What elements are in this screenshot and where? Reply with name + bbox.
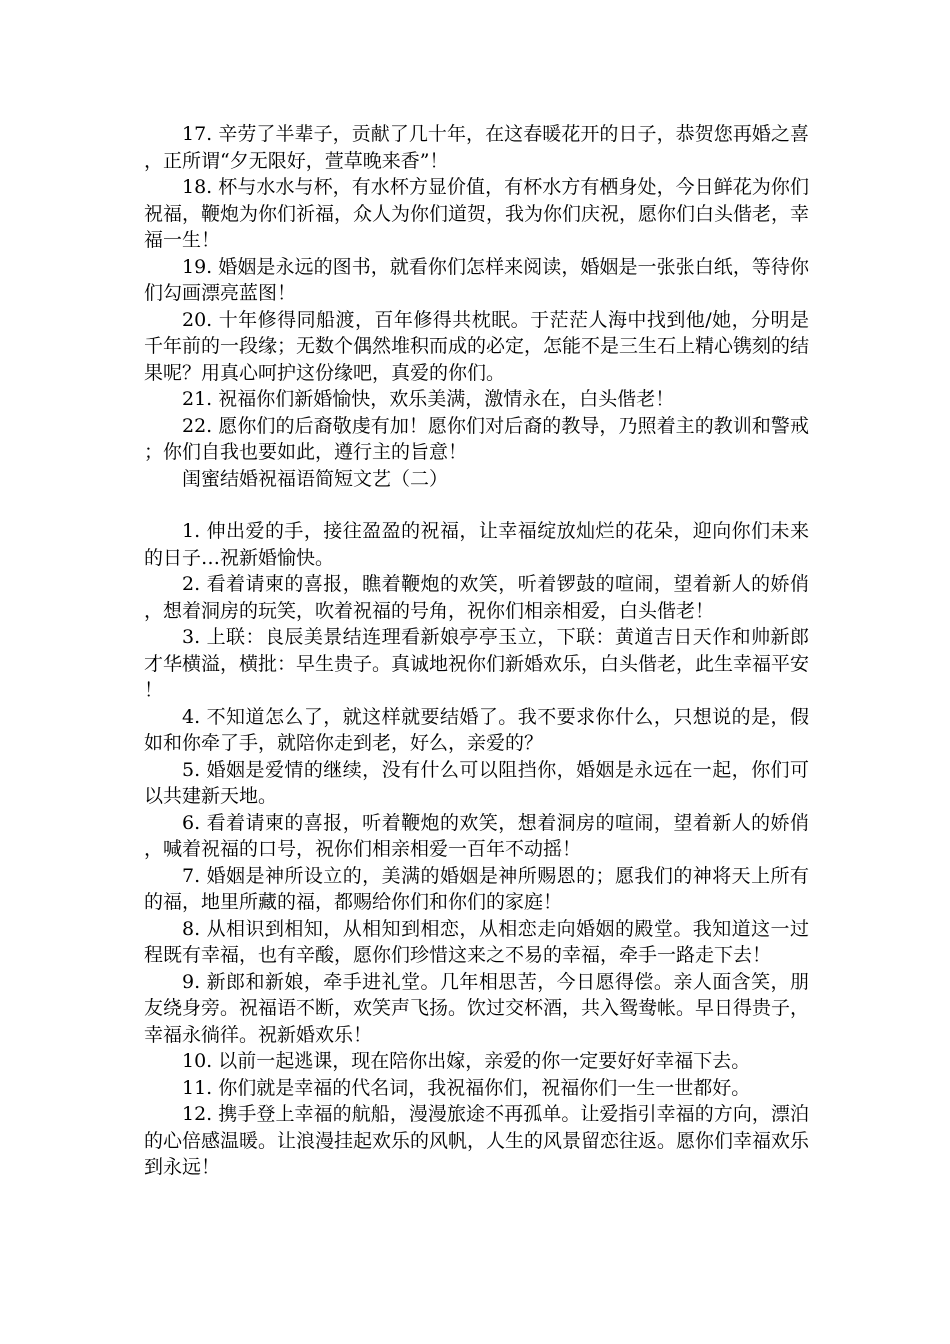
paragraph-18: 18. 杯与水水与杯，有水杯方显价值，有杯水方有栖身处，今日鲜花为你们祝福，鞭炮为你们祈福，众人为你们道贺，我为你们庆祝，愿你们白头偕老，幸福一生！ [144,176,810,251]
paragraph-22: 22. 愿你们的后裔敬虔有加！愿你们对后裔的教导，乃照着主的教训和警戒；你们自我也要如此，遵行主的旨意！ [144,414,809,463]
paragraph-1: 1. 伸出爱的手，接往盈盈的祝福，让幸福绽放灿烂的花朵，迎向你们未来的日子…祝新婚愉快。 [144,520,809,569]
paragraph-4: 4. 不知道怎么了，就这样就要结婚了。我不要求你什么，只想说的是，假如和你牵了手，就陪你走到老，好么，亲爱的？ [144,705,809,754]
paragraph-6: 6. 看着请柬的喜报，听着鞭炮的欢笑，想着洞房的喧闹，望着新人的娇俏，喊着祝福的口号，祝你们相亲相爱一百年不动摇！ [144,811,809,860]
paragraph-12: 12. 携手登上幸福的航船，漫漫旅途不再孤单。让爱指引幸福的方向，漂泊的心倍感温暖。让浪漫挂起欢乐的风帆，人生的风景留恋往返。愿你们幸福欢乐到永远！ [144,1103,810,1178]
paragraph-9: 9. 新郎和新娘，牵手进礼堂。几年相思苦，今日愿得偿。亲人面含笑，朋友绕身旁。祝福语不断，欢笑声飞扬。饮过交杯酒，共入鸳鸯帐。早日得贵子，幸福永徜徉。祝新婚欢乐！ [144,970,810,1046]
paragraph-2: 2. 看着请柬的喜报，瞧着鞭炮的欢笑，听着锣鼓的喧闹，望着新人的娇俏，想着洞房的玩笑，吹着祝福的号角，祝你们相亲相爱，白头偕老！ [144,573,809,622]
paragraph-7: 7. 婚姻是神所设立的，美满的婚姻是神所赐恩的；愿我们的神将天上所有的福，地里所藏的福，都赐给你们和你们的家庭！ [144,864,809,913]
blank-line [144,492,809,518]
paragraph-11: 11. 你们就是幸福的代名词，我祝福你们，祝福你们一生一世都好。 [182,1076,751,1099]
paragraph-10: 10. 以前一起逃课，现在陪你出嫁，亲爱的你一定要好好幸福下去。 [182,1050,751,1072]
paragraph-20: 20. 十年修得同船渡，百年修得共枕眠。于茫茫人海中找到他/她，分明是千年前的一段缘；无数个偶然堆积而成的必定，怎能不是三生石上精心镌刻的结果呢？用真心呵护这份缘吧，真爱的你们。 [144,308,810,384]
paragraph-19: 19. 婚姻是永远的图书，就看你们怎样来阅读，婚姻是一张张白纸，等待你们勾画漂亮蓝图！ [144,255,809,304]
paragraph-5: 5. 婚姻是爱情的继续，没有什么可以阻挡你，婚姻是永远在一起，你们可以共建新天地。 [144,758,809,807]
paragraph-3: 3. 上联：良辰美景结连理看新娘亭亭玉立，下联：黄道吉日天作和帅新郎才华横溢，横批：早生贵子。真诚地祝你们新婚欢乐，白头偕老，此生幸福平安！ [144,626,810,701]
section-heading: 闺蜜结婚祝福语简短文艺（二） [182,467,449,490]
paragraph-8: 8. 从相识到相知，从相知到相恋，从相恋走向婚姻的殿堂。我知道这一过程既有幸福，也有辛酸，愿你们珍惜这来之不易的幸福，牵手一路走下去！ [144,917,809,966]
paragraph-17: 17. 辛劳了半辈子，贡献了几十年，在这春暖花开的日子，恭贺您再婚之喜，正所谓“夕无限好，萱草晚来香”！ [144,123,809,172]
document-body [144,121,809,1181]
paragraph-21: 21. 祝福你们新婚愉快，欢乐美满，激情永在，白头偕老！ [182,388,675,410]
